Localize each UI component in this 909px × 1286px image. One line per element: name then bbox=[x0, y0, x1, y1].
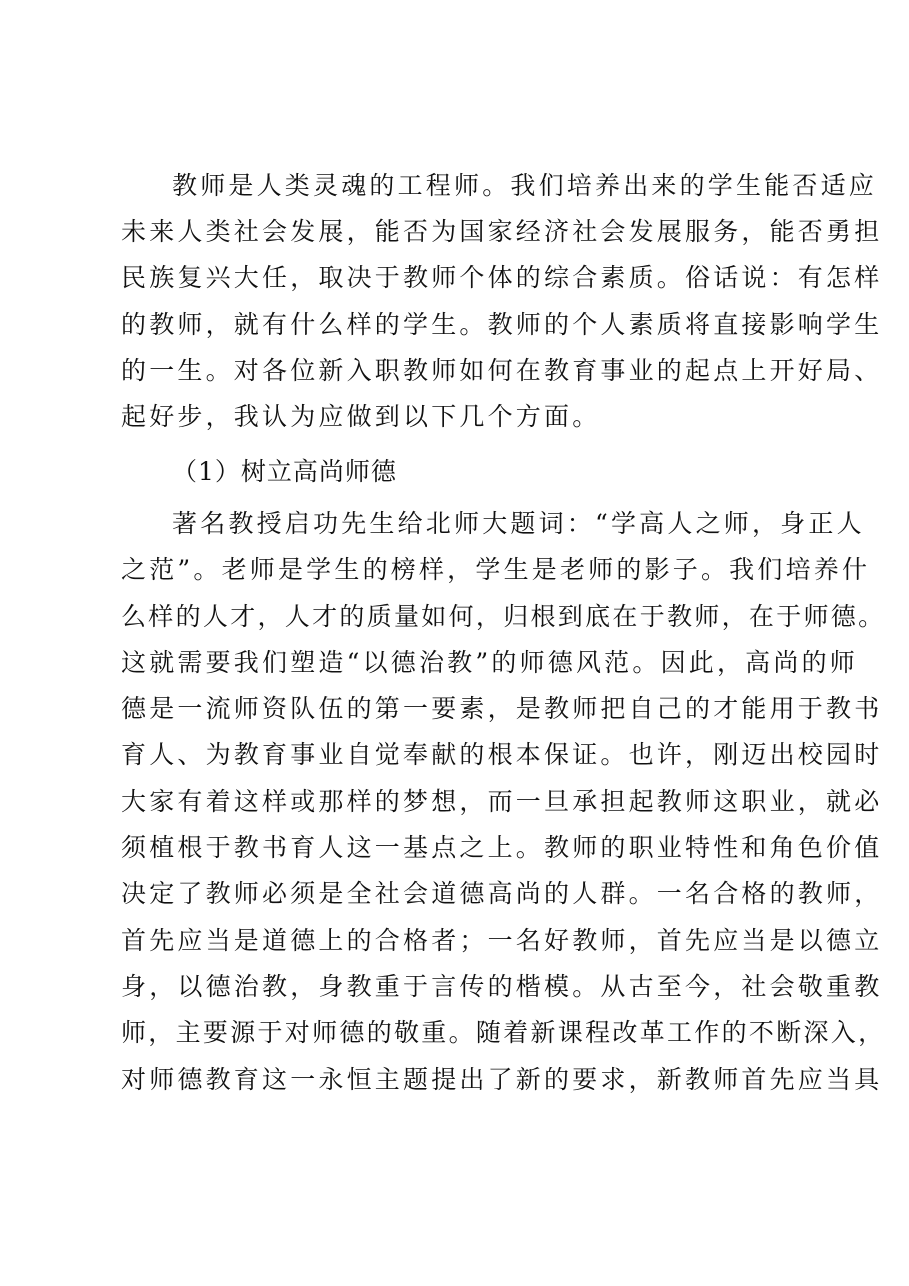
paragraph-2-line-6: 育人、为教育事业自觉奉献的根本保证。也许，刚迈出校园时 bbox=[121, 740, 883, 769]
paragraph-2-line-4: 这就需要我们塑造“以德治教”的师德风范。因此，高尚的师 bbox=[121, 648, 858, 677]
paragraph-2-line-10: 首先应当是道德上的合格者；一名好教师，首先应当是以德立 bbox=[121, 926, 883, 955]
paragraph-2-line-13: 对师德教育这一永恒主题提出了新的要求，新教师首先应当具 bbox=[121, 1065, 883, 1094]
paragraph-2-line-11: 身，以德治教，身教重于言传的楷模。从古至今，社会敬重教 bbox=[121, 972, 883, 1001]
paragraph-1-line-4: 的教师，就有什么样的学生。教师的个人素质将直接影响学生 bbox=[121, 310, 883, 339]
paragraph-2-line-5: 德是一流师资队伍的第一要素，是教师把自己的才能用于教书 bbox=[121, 694, 883, 723]
paragraph-1-line-5: 的一生。对各位新入职教师如何在教育事业的起点上开好局、 bbox=[121, 356, 883, 385]
paragraph-2-line-2: 之范”。老师是学生的榜样，学生是老师的影子。我们培养什 bbox=[121, 555, 871, 584]
paragraph-1-line-6: 起好步，我认为应做到以下几个方面。 bbox=[121, 402, 601, 431]
paragraph-2-line-9: 决定了教师必须是全社会道德高尚的人群。一名合格的教师， bbox=[121, 879, 883, 908]
paragraph-1-line-1: 教师是人类灵魂的工程师。我们培养出来的学生能否适应 bbox=[172, 171, 878, 200]
paragraph-1-line-2: 未来人类社会发展，能否为国家经济社会发展服务，能否勇担 bbox=[121, 217, 883, 246]
paragraph-1-line-3: 民族复兴大任，取决于教师个体的综合素质。俗话说：有怎样 bbox=[121, 263, 883, 292]
paragraph-2-line-7: 大家有着这样或那样的梦想，而一旦承担起教师这职业，就必 bbox=[121, 787, 883, 816]
paragraph-2-line-3: 么样的人才，人才的质量如何，归根到底在于教师，在于师德。 bbox=[121, 602, 886, 631]
section-heading: （1）树立高尚师德 bbox=[172, 457, 397, 486]
paragraph-2-line-8: 须植根于教书育人这一基点之上。教师的职业特性和角色价值 bbox=[121, 833, 883, 862]
paragraph-2-line-1: 著名教授启功先生给北师大题词：“学高人之师，身正人 bbox=[172, 509, 865, 538]
paragraph-2-line-12: 师，主要源于对师德的敬重。随着新课程改革工作的不断深入， bbox=[121, 1018, 886, 1047]
